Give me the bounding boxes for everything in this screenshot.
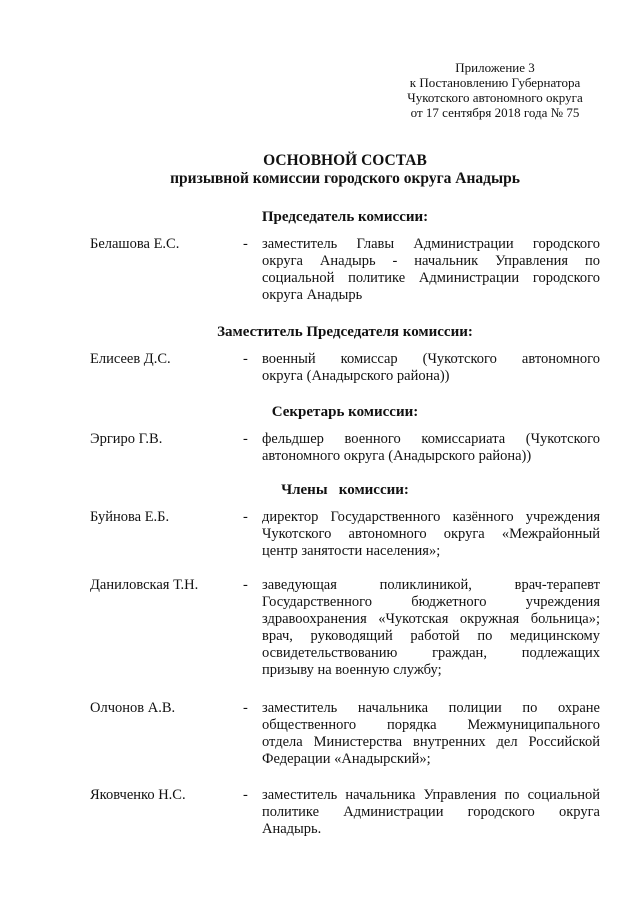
position-line: фельдшер военного комиссариата (Чукотского — [262, 431, 600, 447]
appendix-line: к Постановлению Губернатора — [409, 75, 581, 90]
position-line: округа Анадырь — [262, 287, 363, 303]
appendix-block — [395, 60, 595, 120]
member-dash: - — [243, 431, 248, 447]
member-dash: - — [243, 351, 248, 367]
member-dash: - — [243, 236, 248, 252]
position-line: директор Государственного казённого учреждения — [262, 509, 600, 525]
section-heading-members: Члены комиссии: — [281, 482, 409, 498]
member-position — [262, 700, 600, 768]
section-heading-deputy: Заместитель Председателя комиссии: — [217, 324, 473, 340]
position-line: заместитель начальника Управления по социальной — [262, 787, 600, 803]
member-dash: - — [243, 700, 248, 716]
position-line: освидетельствованию граждан, подлежащих — [262, 645, 600, 661]
position-line: центр занятости населения»; — [262, 543, 441, 559]
position-line: Чукотского автономного округа «Межрайонный — [262, 526, 600, 542]
position-line: заместитель Главы Администрации городского — [262, 236, 600, 252]
member-dash: - — [243, 509, 248, 525]
position-line: военный комиссар (Чукотского автономного — [262, 351, 600, 367]
position-line: призыву на военную службу; — [262, 662, 442, 678]
member-name: Даниловская Т.Н. — [90, 577, 199, 593]
position-line: заведующая поликлиникой, врач-терапевт — [262, 577, 600, 593]
member-position — [262, 351, 600, 385]
appendix-line: Приложение 3 — [455, 60, 535, 75]
position-line: Федерации «Анадырский»; — [262, 751, 431, 767]
member-position — [262, 431, 600, 465]
member-dash: - — [243, 787, 248, 803]
member-position — [262, 577, 600, 679]
member-name: Эргиро Г.В. — [90, 431, 163, 447]
section-heading-secretary: Секретарь комиссии: — [271, 404, 419, 420]
position-line: политике Администрации городского округа — [262, 804, 600, 820]
position-line: отдела Министерства внутренних дел Российской — [262, 734, 600, 750]
position-line: Государственного бюджетного учреждения — [262, 594, 600, 610]
appendix-line: от 17 сентября 2018 года № 75 — [410, 105, 580, 120]
appendix-line: Чукотского автономного округа — [407, 90, 583, 105]
document-title — [90, 152, 600, 188]
position-line: округа Анадырь - начальник Управления по — [262, 253, 600, 269]
title-main: ОСНОВНОЙ СОСТАВ — [263, 152, 427, 169]
member-name: Олчонов А.В. — [90, 700, 176, 716]
section-heading-chairman: Председатель комиссии: — [261, 209, 429, 225]
member-name: Белашова Е.С. — [90, 236, 180, 252]
member-position — [262, 509, 600, 560]
position-line: автономного округа (Анадырского района)) — [262, 448, 532, 464]
member-name: Яковченко Н.С. — [90, 787, 186, 803]
member-position — [262, 236, 600, 304]
position-line: заместитель начальника полиции по охране — [262, 700, 600, 716]
member-name: Буйнова Е.Б. — [90, 509, 170, 525]
member-position — [262, 787, 600, 838]
position-line: здравоохранения «Чукотская окружная больница»; — [262, 611, 600, 627]
position-line: общественного порядка Межмуниципального — [262, 717, 600, 733]
position-line: округа (Анадырского района)) — [262, 368, 450, 384]
member-name: Елисеев Д.С. — [90, 351, 171, 367]
member-dash: - — [243, 577, 248, 593]
position-line: врач, руководящий работой по медицинскому — [262, 628, 600, 644]
position-line: Анадырь. — [262, 821, 322, 837]
title-sub: призывной комиссии городского округа Анадырь — [170, 170, 520, 187]
position-line: социальной политике Администрации городского — [262, 270, 600, 286]
